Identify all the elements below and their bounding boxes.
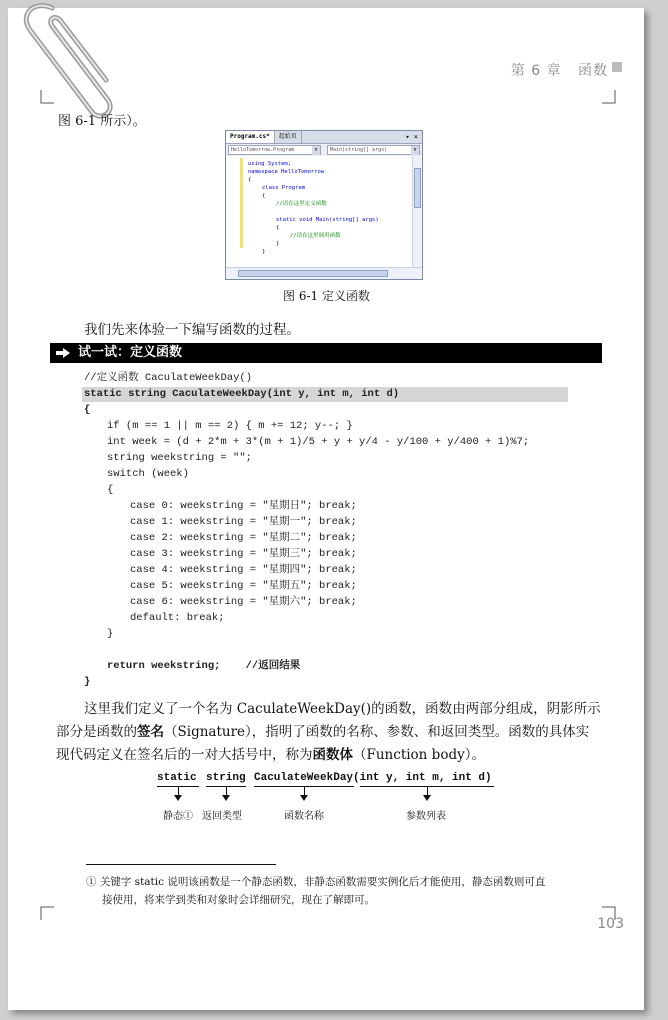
ide-navigation-bar	[226, 144, 422, 156]
arrow-right-icon	[56, 348, 70, 358]
code-line: int week = (d + 2*m + 3*(m + 1)/5 + y + y/4 - y/100 + y/400 + 1)%7;	[107, 436, 530, 448]
code-line: return weekstring; //返回结果	[107, 660, 301, 672]
ide-code-line: class Program	[262, 185, 306, 191]
code-line: case 0: weekstring = "星期日"; break;	[130, 500, 357, 512]
code-line: //定义函数 CaculateWeekDay()	[84, 372, 253, 384]
crop-mark-top-left	[40, 90, 54, 104]
crop-mark-top-right	[602, 90, 616, 104]
ide-vertical-scrollbar	[412, 156, 422, 267]
term-signature: 签名	[137, 724, 164, 740]
ide-code-line: static void Main(string[] args)	[276, 217, 379, 223]
ide-code-line: using System;	[248, 161, 292, 167]
code-line: {	[84, 404, 91, 416]
arrowhead-string	[222, 795, 230, 801]
ide-tab-start-page: 起始页	[275, 131, 302, 143]
ide-code-line: }	[262, 249, 266, 255]
code-line: }	[84, 676, 91, 688]
code-line: string weekstring = "";	[107, 452, 252, 464]
ide-gutter	[226, 156, 240, 267]
running-header	[511, 60, 608, 80]
ide-code-line: //请在这里调用函数	[290, 233, 341, 239]
ide-scroll-thumb	[414, 168, 421, 208]
label-parameter-list: 参数列表	[406, 811, 446, 822]
arrowhead-params	[423, 795, 431, 801]
code-line: case 3: weekstring = "星期三"; break;	[130, 548, 357, 560]
diagram-part-static: static	[157, 772, 197, 784]
ide-member-combo: Main(string[] args) ▼	[327, 145, 420, 155]
ide-hscroll-thumb	[238, 270, 388, 277]
footnote-line-1: ① 关键字 static 说明该函数是一个静态函数，非静态函数需要实例化后才能使用，静态函数则可直	[86, 876, 546, 888]
ide-code-line: {	[248, 177, 252, 183]
label-return-type: 返回类型	[202, 811, 242, 822]
label-function-name: 函数名称	[284, 811, 324, 822]
chapter-number: 第 6 章	[510, 63, 562, 79]
code-line: case 5: weekstring = "星期五"; break;	[130, 580, 357, 592]
header-mark	[612, 62, 622, 72]
ide-tab-program: Program.cs*	[226, 131, 275, 143]
code-line: }	[107, 628, 114, 640]
paragraph-line-1: 这里我们定义了一个名为 CaculateWeekDay()的函数，函数由两部分组成，阴影所示	[84, 701, 601, 717]
try-it-title: 试一试：定义函数	[78, 345, 183, 360]
code-line: {	[107, 484, 114, 496]
ide-change-bar	[240, 158, 243, 248]
chevron-down-icon: ▼	[411, 146, 419, 155]
arrow-name	[304, 787, 305, 795]
paperclip-icon	[14, 0, 124, 120]
intro-fragment: 图 6-1 所示）。	[58, 114, 146, 129]
paragraph-line-2: 部分是函数的签名（Signature），指明了函数的名称、参数、和返回类型。函数的具体实	[56, 724, 590, 740]
code-line: static string CaculateWeekDay(int y, int m, int d)	[84, 388, 400, 400]
ide-code-line: {	[262, 193, 266, 199]
footnote-line-2: 接使用，将来学到类和对象时会详细研究，现在了解即可。	[102, 894, 375, 906]
page-number: 103	[597, 916, 624, 932]
figure-caption: 图 6-1 定义函数	[283, 289, 370, 303]
paragraph-line-3: 现代码定义在签名后的一对大括号中，称为函数体（Function body）。	[56, 747, 485, 763]
code-line: if (m == 1 || m == 2) { m += 12; y--; }	[107, 420, 353, 432]
code-line: case 6: weekstring = "星期六"; break;	[130, 596, 357, 608]
ide-code-line: //请在这里定义函数	[276, 201, 327, 207]
code-line: default: break;	[130, 612, 225, 624]
chevron-down-icon: ▼	[312, 146, 320, 155]
ide-horizontal-scrollbar	[226, 267, 422, 279]
lead-sentence: 我们先来体验一下编写函数的过程。	[84, 322, 300, 338]
ide-class-combo: HelloTomorrow.Program ▼	[228, 145, 321, 155]
arrowhead-static	[174, 795, 182, 801]
diagram-part-string: string	[206, 772, 246, 784]
ide-tab-strip	[226, 131, 422, 144]
try-it-banner	[50, 343, 602, 363]
chapter-title: 函数	[578, 63, 608, 79]
label-static: 静态①	[163, 811, 193, 822]
code-line: case 1: weekstring = "星期一"; break;	[130, 516, 357, 528]
ide-code-line: }	[276, 241, 280, 247]
diagram-part-name: CaculateWeekDay	[254, 772, 354, 784]
code-line: case 4: weekstring = "星期四"; break;	[130, 564, 357, 576]
code-line: switch (week)	[107, 468, 189, 480]
ide-code-area	[226, 156, 412, 267]
ide-screenshot	[225, 130, 423, 280]
footnote-rule	[86, 864, 276, 865]
ide-close-icon: ▾ ×	[405, 133, 418, 141]
arrow-static	[178, 787, 179, 795]
code-line: case 2: weekstring = "星期二"; break;	[130, 532, 357, 544]
diagram-part-params: (int y, int m, int d)	[353, 772, 492, 784]
ide-code-line: namespace HelloTomorrow	[248, 169, 325, 175]
arrowhead-name	[300, 795, 308, 801]
arrow-string	[226, 787, 227, 795]
term-function-body: 函数体	[312, 747, 353, 763]
arrow-params	[427, 787, 428, 795]
crop-mark-bottom-left	[40, 906, 54, 920]
ide-code-line: {	[276, 225, 280, 231]
